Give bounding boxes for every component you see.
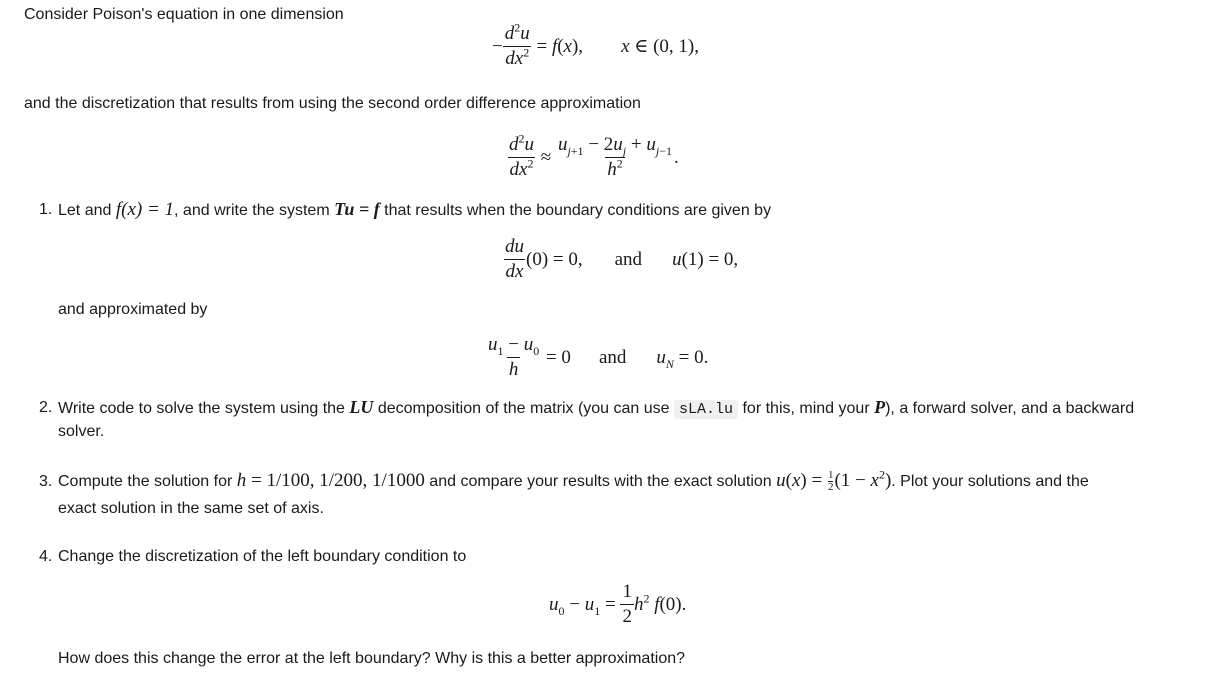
intro-line-2: and the discretization that results from using the second order difference approximation	[24, 95, 641, 112]
item-1-pre: Let and	[58, 202, 112, 219]
discrete-boundary-conditions: $\frac{u_1 - u_0}{h}$ = 0 and $u_N = 0$.	[488, 334, 709, 380]
item-3-text	[58, 467, 1089, 493]
item-2-mid2: for this, mind your	[742, 400, 870, 417]
exact-solution: u(x) = $\frac{1}{2}$ $(1 - x^2)$	[776, 467, 892, 493]
and-word-2: and	[598, 346, 627, 368]
difference-approximation: $\frac{d^2u}{dx^2}$ ≈ $\frac{u_{j+1} - 2u_j + u_{j-1}}{h^2}$ .	[509, 131, 679, 180]
item-2-post: ), a forward solver, and a backward	[885, 400, 1135, 417]
item-2-lu: LU	[349, 397, 374, 417]
item-3-pre: Compute the solution for	[58, 472, 233, 490]
item-3-number: 3.	[39, 473, 53, 490]
item-2-pre: Write code to solve the system using the	[58, 400, 345, 417]
item-2-number: 2.	[39, 399, 53, 416]
item-3-hvals: h = 1/100, 1/200, 1/1000	[236, 469, 425, 491]
item-3-line-2: exact solution in the same set of axis.	[58, 500, 324, 517]
item-1-fx: f(x) = 1	[115, 199, 175, 220]
item-3-mid: and compare your results with the exact solution	[429, 472, 772, 490]
item-2-mid: decomposition of the matrix (you can use	[377, 400, 670, 417]
item-1-post: that results when the boundary conditions are given by	[384, 202, 772, 219]
modified-boundary-condition: $u_0 - u_1$ = $\frac{1}{2}$ $h^2$ f(0).	[549, 581, 687, 627]
item-1-mid: , and write the system	[174, 202, 330, 219]
poisson-equation: − $\frac{d^2u}{dx^2}$ = f(x), x ∈ (0, 1),	[492, 20, 699, 69]
item-2-p: P	[874, 397, 886, 417]
item-4-question: How does this change the error at the left boundary? Why is this a better approximation?	[58, 650, 686, 667]
item-2-line-2: solver.	[58, 423, 105, 440]
item-4-text: Change the discretization of the left boundary condition to	[58, 548, 467, 565]
item-1-text	[58, 199, 771, 221]
item-3-post: . Plot your solutions and the	[891, 472, 1089, 490]
item-4-number: 4.	[39, 548, 53, 565]
item-2-text	[58, 397, 1134, 420]
and-word-1: and	[614, 248, 643, 270]
item-1-approx-text: and approximated by	[58, 301, 208, 318]
item-1-number: 1.	[39, 201, 53, 218]
item-1-system: Tu = f	[334, 199, 380, 219]
code-slalu: sLA.lu	[674, 400, 738, 419]
intro-line-1: Consider Poison's equation in one dimension	[24, 6, 344, 23]
boundary-conditions: $\frac{du}{dx}$ (0) = 0, and u(1) = 0,	[505, 236, 739, 282]
